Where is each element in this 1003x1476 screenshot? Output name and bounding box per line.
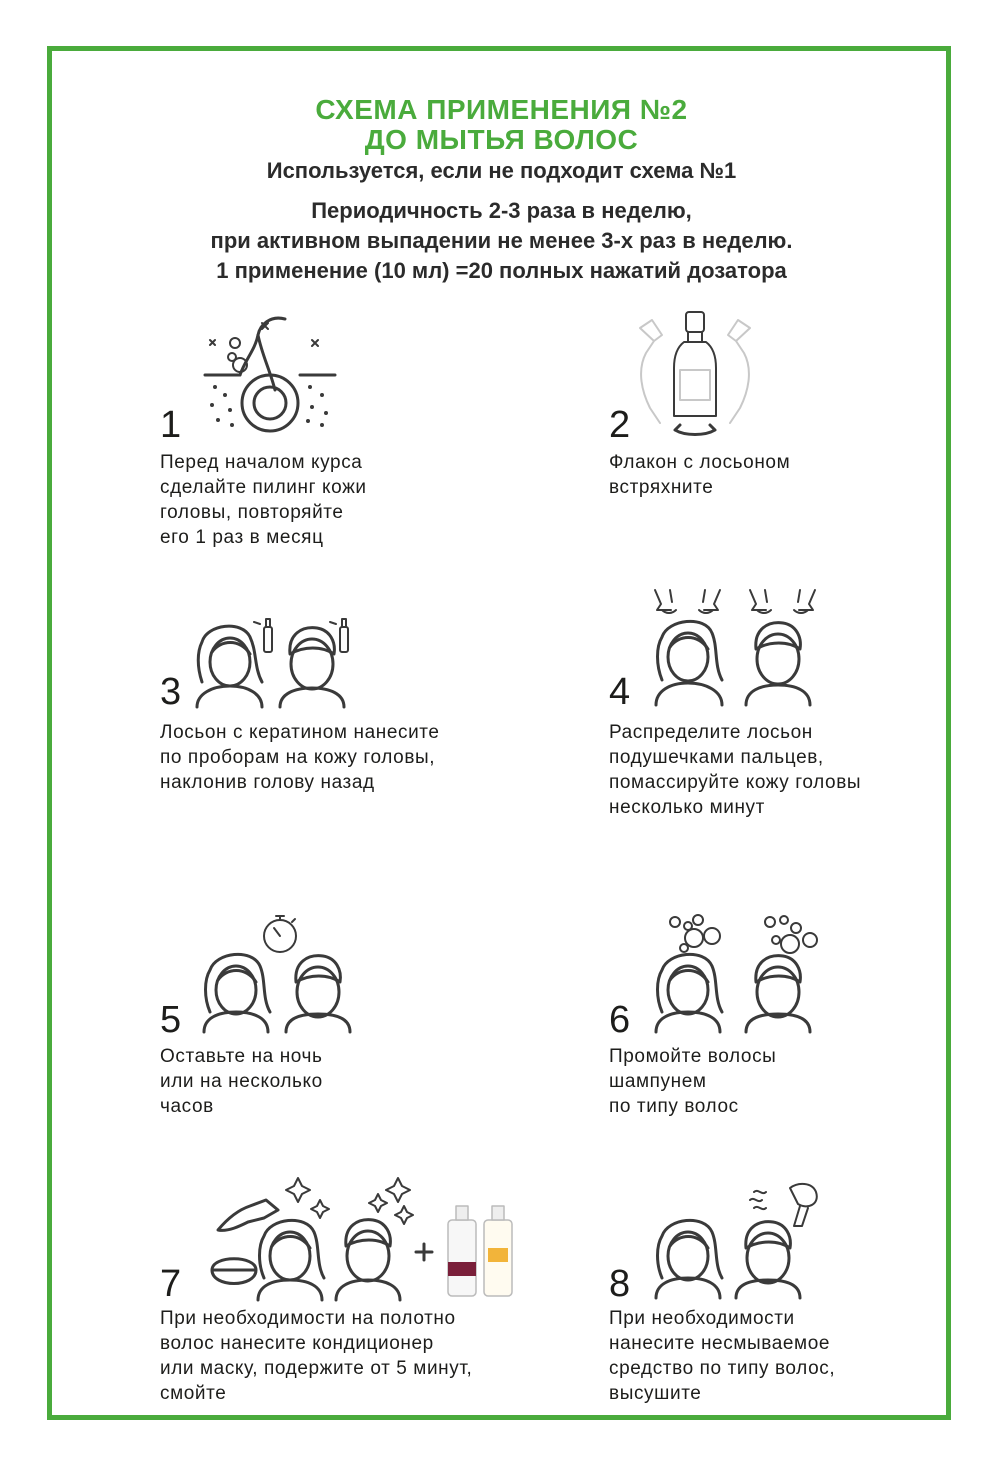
step-number: 2 [609,404,631,446]
info-line-1: Периодичность 2-3 раза в неделю, [311,198,692,223]
step-text: Промойте волосы шампунем по типу волос [609,1046,777,1117]
step-text: При необходимости на полотно волос нанесите кондиционер или маску, подержите от 5 минут, смойте [160,1308,473,1404]
step-text: Флакон с лосьоном встряхните [609,452,791,498]
info-line-2: при активном выпадении не менее 3-х раз в неделю. [210,228,793,253]
step-number: 6 [609,999,631,1041]
subtitle: Используется, если не подходит схема №1 [266,158,737,183]
scalp-peeling-icon [200,315,340,435]
step-number: 1 [160,404,182,446]
timer-icon [200,912,355,1032]
step-text: При необходимости нанесите несмываемое средство по типу волос, высушите [609,1308,836,1404]
page-title-line2: ДО МЫТЬЯ ВОЛОС [364,124,639,155]
conditioner-mask-icon [208,1170,518,1300]
step-text: Оставьте на ночь или на несколько часов [160,1046,323,1117]
shampoo-bubbles-icon [650,912,820,1032]
shake-bottle-icon [630,308,760,438]
page-title-line1: СХЕМА ПРИМЕНЕНИЯ №2 [315,94,688,125]
info-line-3: 1 применение (10 мл) =20 полных нажатий дозатора [216,258,787,283]
step-number: 7 [160,1263,182,1305]
step-text: Перед началом курса сделайте пилинг кожи головы, повторяйте его 1 раз в месяц [160,452,367,548]
step-text: Распределите лосьон подушечками пальцев, помассируйте кожу головы несколько минут [609,722,862,818]
apply-lotion-icon [192,612,362,707]
hair-dryer-icon [650,1178,830,1298]
step-number: 4 [609,671,631,713]
step-number: 3 [160,671,182,713]
step-number: 8 [609,1263,631,1305]
massage-scalp-icon [650,585,820,705]
step-number: 5 [160,999,182,1041]
step-text: Лосьон с кератином нанесите по проборам на кожу головы, наклонив голову назад [160,722,440,793]
